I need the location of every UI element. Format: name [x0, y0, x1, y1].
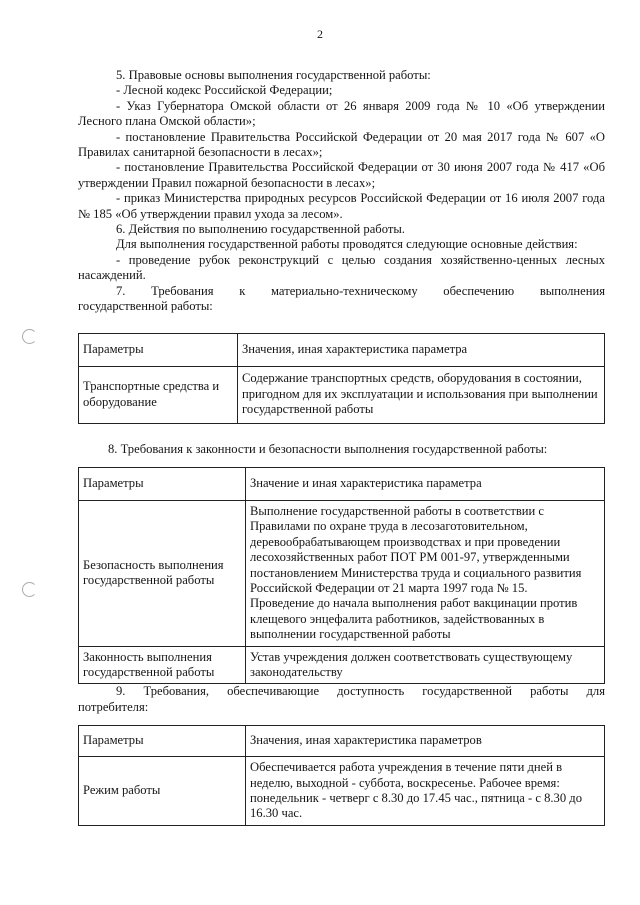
table-row	[79, 757, 605, 826]
material-support-table	[78, 333, 605, 424]
list-item: - постановление Правительства Российской Федерации от 20 мая 2017 года № 607 «О Правилах санитарной безопасности в лесах»;	[78, 129, 605, 160]
table-row	[79, 366, 605, 423]
punch-hole-mark	[22, 329, 37, 344]
table-header-row	[79, 726, 605, 757]
page-number: 2	[317, 27, 323, 41]
table-row	[79, 646, 605, 684]
table-header-cell: Параметры	[79, 333, 238, 366]
table-header-cell: Параметры	[79, 726, 246, 757]
list-item: - постановление Правительства Российской Федерации от 30 июня 2007 года № 417 «Об утверждении Правил пожарной безопасности в лесах»;	[78, 160, 605, 190]
list-item: - приказ Министерства природных ресурсов Российской Федерации от 16 июля 2007 года № 185 «Об утверждении правил ухода за лесом».	[78, 191, 605, 221]
table-cell: Режим работы	[79, 757, 246, 826]
accessibility-table	[78, 725, 605, 826]
table-row	[79, 500, 605, 646]
list-item: - Указ Губернатора Омской области от 26 января 2009 года № 10 «Об утверждении Лесного плана Омской области»;	[78, 98, 605, 129]
document-body	[78, 68, 605, 826]
table-cell: Обеспечивается работа учреждения в течение пяти дней в неделю, выходной - суббота, воскресенье. Рабочее время: понедельник - четверг с 8.30 до 17.45 час., пятница - с 8.30 до 16.30 час.	[246, 757, 605, 826]
table-cell: Устав учреждения должен соответствовать существующему законодательству	[246, 646, 605, 684]
table-header-cell: Параметры	[79, 467, 246, 500]
legality-safety-table	[78, 467, 605, 684]
section6-heading: 6. Действия по выполнению государственной работы.	[116, 222, 405, 237]
table-cell: Транспортные средства и оборудование	[79, 366, 238, 423]
section9-heading-continued: потребителя:	[78, 699, 149, 714]
section9-heading: 9. Требования, обеспечивающие доступность государственной работы для	[116, 684, 605, 699]
table-header-cell: Значения, иная характеристика параметра	[238, 333, 605, 366]
list-item: - проведение рубок реконструкций с целью создания хозяйственно-ценных лесных насаждений.	[78, 252, 605, 283]
cell-paragraph: Проведение до начала выполнения работ вакцинации против клещевого энцефалита работников, задействованных в выполнении государственной работы	[250, 596, 578, 642]
section5-heading: 5. Правовые основы выполнения государственной работы:	[116, 68, 431, 82]
table-header-row	[79, 467, 605, 500]
punch-hole-mark	[22, 582, 37, 597]
table-cell: Законность выполнения государственной работы	[79, 646, 246, 684]
cell-paragraph: Выполнение государственной работы в соответствии с Правилами по охране труда в лесозаготовительном, деревообрабатывающем производствах и при проведении лесохозяйственных работ ПОТ РМ 001-97, утвержденными постановлением Министерства труда и социального развития Российской Федерации от 21 марта 1997 года № 15.	[250, 503, 582, 595]
section7-heading: 7. Требования к материально-техническому обеспечению выполнения	[116, 283, 605, 298]
table-cell: Безопасность выполнения государственной работы	[79, 500, 246, 646]
table-header-cell: Значение и иная характеристика параметра	[246, 467, 605, 500]
section6-intro: Для выполнения государственной работы проводятся следующие основные действия:	[116, 237, 578, 252]
section8-heading: 8. Требования к законности и безопасности выполнения государственной работы:	[108, 441, 548, 456]
table-cell: Содержание транспортных средств, оборудования в состоянии, пригодном для их эксплуатации и использования при выполнении государственной работы	[238, 366, 605, 423]
table-cell	[246, 500, 605, 646]
list-item: - Лесной кодекс Российской Федерации;	[116, 83, 333, 98]
table-header-cell: Значения, иная характеристика параметров	[246, 726, 605, 757]
table-header-row	[79, 333, 605, 366]
section7-heading-continued: государственной работы:	[78, 299, 213, 314]
